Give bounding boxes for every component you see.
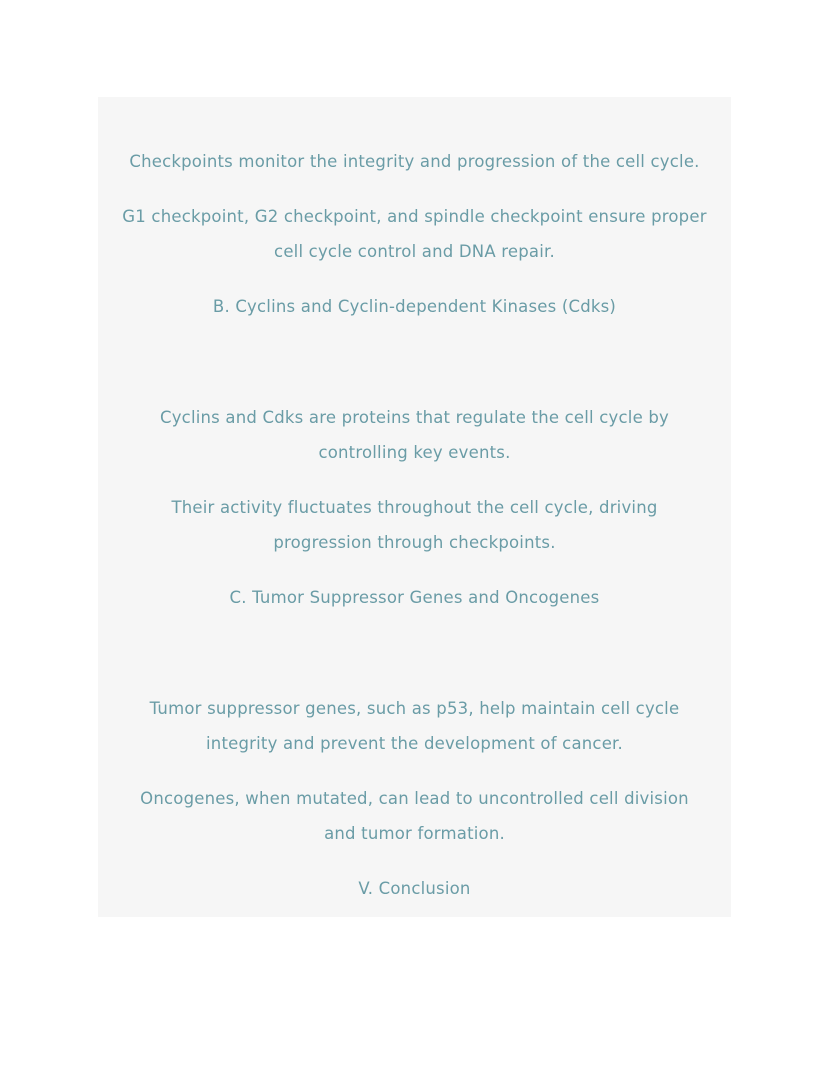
cyclins-text-line-1: Cyclins and Cdks are proteins that regulate the cell cycle by [159, 408, 670, 427]
cyclins-text-line-2: controlling key events. [318, 443, 511, 462]
activity-text-line-2: progression through checkpoints. [273, 533, 556, 552]
tumor-suppressor-text-line-2: integrity and prevent the development of cancer. [206, 734, 623, 753]
tumor-suppressor-text-line-1: Tumor suppressor genes, such as p53, help maintain cell cycle [149, 699, 680, 718]
activity-text-line-1: Their activity fluctuates throughout the cell cycle, driving [171, 498, 658, 517]
checkpoint-types-text-line-1: G1 checkpoint, G2 checkpoint, and spindle checkpoint ensure proper [122, 207, 707, 226]
oncogenes-text-line-1: Oncogenes, when mutated, can lead to uncontrolled cell division [140, 789, 689, 808]
document-page [98, 97, 731, 917]
oncogenes-text-line-2: and tumor formation. [324, 824, 505, 843]
checkpoints-text-line-1: Checkpoints monitor the integrity and progression of the cell cycle. [129, 152, 700, 171]
section-heading-conclusion: V. Conclusion [358, 879, 471, 898]
section-heading-tumor-suppressor: C. Tumor Suppressor Genes and Oncogenes [229, 588, 600, 607]
section-heading-cyclins: B. Cyclins and Cyclin-dependent Kinases (Cdks) [212, 297, 617, 316]
checkpoint-types-text-line-2: cell cycle control and DNA repair. [274, 242, 555, 261]
